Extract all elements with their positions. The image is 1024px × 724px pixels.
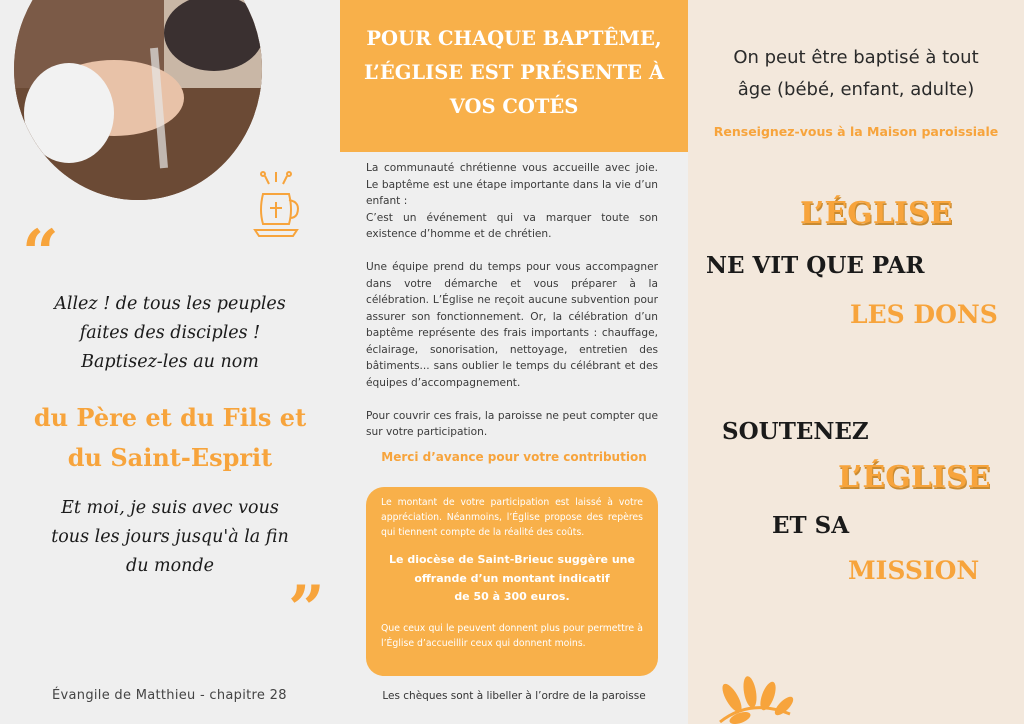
- box-intro: Le montant de votre participation est laissé à votre appréciation. Néanmoins, l’Église propose des repères qui tiennent compte de la réalité des coûts.: [381, 497, 643, 538]
- thanks-line: Merci d’avance pour votre contribution: [381, 450, 647, 464]
- les-dons-heading: LES DONS: [850, 300, 998, 329]
- paragraph-1-text: La communauté chrétienne vous accueille avec joie. Le baptême est une étape importante dans la vie d’un enfant :: [366, 162, 658, 207]
- verse-line: du Père et du Fils et: [33, 403, 307, 432]
- body-text: [366, 160, 658, 457]
- left-panel: [0, 0, 340, 724]
- gospel-reference: Évangile de Matthieu - chapitre 28: [52, 688, 287, 703]
- suggestion-line: offrande d’un montant indicatif: [414, 571, 610, 585]
- et-sa-heading: ET SA: [772, 512, 850, 539]
- suggestion-line: de 50 à 300 euros.: [454, 590, 570, 603]
- info-line: Renseignez-vous à la Maison paroissiale: [713, 124, 999, 139]
- quote-close-mark: ”: [288, 572, 325, 647]
- verse-line: Et moi, je suis avec vous: [61, 498, 279, 518]
- box-outro: Que ceux qui le peuvent donnent plus pour permettre à l’Église d’accueillir ceux qui donnent moins.: [381, 623, 643, 649]
- verse-line: Baptisez-les au nom: [81, 352, 259, 372]
- intro-line: âge (bébé, enfant, adulte): [737, 79, 975, 100]
- baptism-jug-icon: [245, 166, 307, 242]
- intro-line: On peut être baptisé à tout: [733, 47, 979, 68]
- ne-vit-heading: NE VIT QUE PAR: [706, 252, 925, 279]
- verse-line: tous les jours jusqu'à la fin: [51, 527, 289, 547]
- verse-line: du monde: [126, 556, 214, 576]
- title-line: L’ÉGLISE EST PRÉSENTE À: [364, 61, 664, 84]
- verse-block-2: [20, 494, 320, 581]
- right-panel: [688, 0, 1024, 724]
- paragraph-1b-text: C’est un événement qui va marquer toute son existence d’homme et de chrétien.: [366, 211, 658, 240]
- verse-line: faites des disciples !: [79, 323, 261, 343]
- paragraph-3: Pour couvrir ces frais, la paroisse ne peut compter que sur votre participation.: [366, 409, 658, 438]
- verse-block-1: [20, 290, 320, 377]
- paragraph-1: [366, 160, 658, 243]
- title-banner: [340, 0, 688, 152]
- verse-line: Allez ! de tous les peuples: [54, 294, 286, 314]
- mission-heading: MISSION: [848, 556, 980, 585]
- page-title: [350, 22, 678, 124]
- eglise-heading-1: L’ÉGLISE: [800, 196, 953, 231]
- quote-open-mark: “: [22, 216, 59, 291]
- olive-branch-icon: [710, 648, 800, 724]
- verse-orange-block: [20, 398, 320, 478]
- cheques-note: Les chèques sont à libeller à l’ordre de la paroisse: [382, 690, 646, 702]
- paragraph-2: Une équipe prend du temps pour vous accompagner dans votre démarche et vous préparer à la célébration. L’Église ne reçoit aucune subvention pour assurer son fonctionnement. Or, la célébration d’un baptême représente des frais importants : chauffage, éclairage, sonorisation, nettoyage, entretien des bâtiments... sans oublier le temps du célébrant et des équipes d’accompagnement.: [366, 261, 658, 389]
- suggestion-line: Le diocèse de Saint-Brieuc suggère une: [389, 553, 635, 566]
- middle-panel: [340, 0, 688, 724]
- verse-line: du Saint-Esprit: [67, 443, 273, 472]
- box-suggestion: [381, 551, 643, 607]
- title-line: POUR CHAQUE BAPTÊME,: [366, 27, 662, 50]
- soutenez-heading: SOUTENEZ: [722, 418, 869, 445]
- baptism-photo: [14, 0, 262, 200]
- title-line: VOS COTÉS: [449, 95, 579, 118]
- eglise-heading-2: L’ÉGLISE: [838, 460, 991, 495]
- age-intro: [698, 42, 1014, 106]
- contribution-box: [366, 487, 658, 676]
